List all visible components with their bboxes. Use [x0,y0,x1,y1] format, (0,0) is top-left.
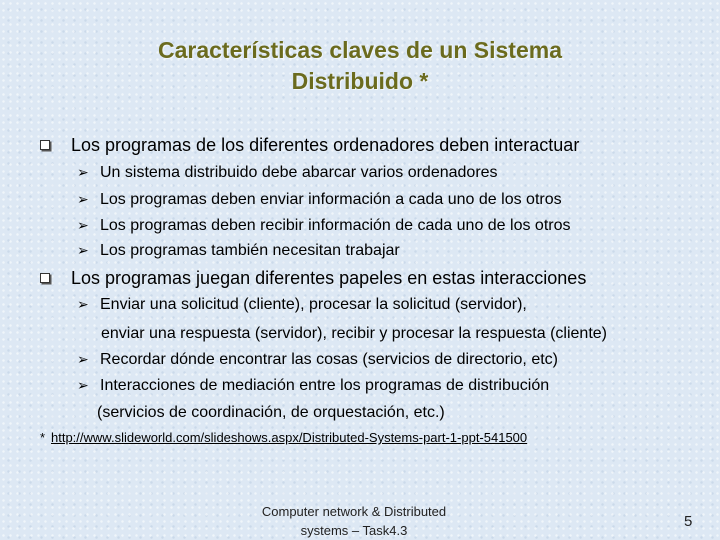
bullet-2-subitem-1-line-2: enviar una respuesta (servidor), recibir y procesar la respuesta (cliente) [101,325,607,342]
arrow-bullet-icon: ➢ [77,242,89,258]
bullet-1-subitem: Los programas deben enviar información a cada uno de los otros [100,191,562,208]
square-bullet-icon [40,140,50,150]
reference-asterisk: * [40,430,46,445]
bullet-1-text: Los programas de los diferentes ordenadores deben interactuar [71,135,580,155]
square-bullet-icon [40,273,50,283]
arrow-bullet-icon: ➢ [77,351,89,367]
slide-title [0,35,720,97]
arrow-bullet-icon: ➢ [77,164,89,180]
bullet-2-subitem-3-line-1: Interacciones de mediación entre los programas de distribución [100,377,550,394]
arrow-bullet-icon: ➢ [77,377,89,393]
footer-text [240,502,468,540]
bullet-1-subitem: Los programas deben recibir información de cada uno de los otros [100,217,571,234]
arrow-bullet-icon: ➢ [77,296,89,312]
bullet-2-subitem-2: Recordar dónde encontrar las cosas (servicios de directorio, etc) [100,351,558,368]
bullet-2-text: Los programas juegan diferentes papeles en estas interacciones [71,268,587,288]
reference-link[interactable]: http://www.slideworld.com/slideshows.aspx/Distributed-Systems-part-1-ppt-541500 [51,430,528,445]
bullet-2-subitem-1-line-1: Enviar una solicitud (cliente), procesar la solicitud (servidor), [100,296,527,313]
arrow-bullet-icon: ➢ [77,191,89,207]
bullet-1-subitem: Los programas también necesitan trabajar [100,242,400,259]
slide-title-line-2: Distribuido * [291,68,429,94]
slide-title-line-1: Características claves de un Sistema [157,37,562,63]
page-number: 5 [684,513,693,530]
arrow-bullet-icon: ➢ [77,217,89,233]
footer-line-2: systems – Task4.3 [300,523,408,538]
bullet-1-subitem: Un sistema distribuido debe abarcar varios ordenadores [100,164,498,181]
footer-line-1: Computer network & Distributed [261,504,447,519]
bullet-2-subitem-3-line-2: (servicios de coordinación, de orquestación, etc.) [97,404,445,421]
